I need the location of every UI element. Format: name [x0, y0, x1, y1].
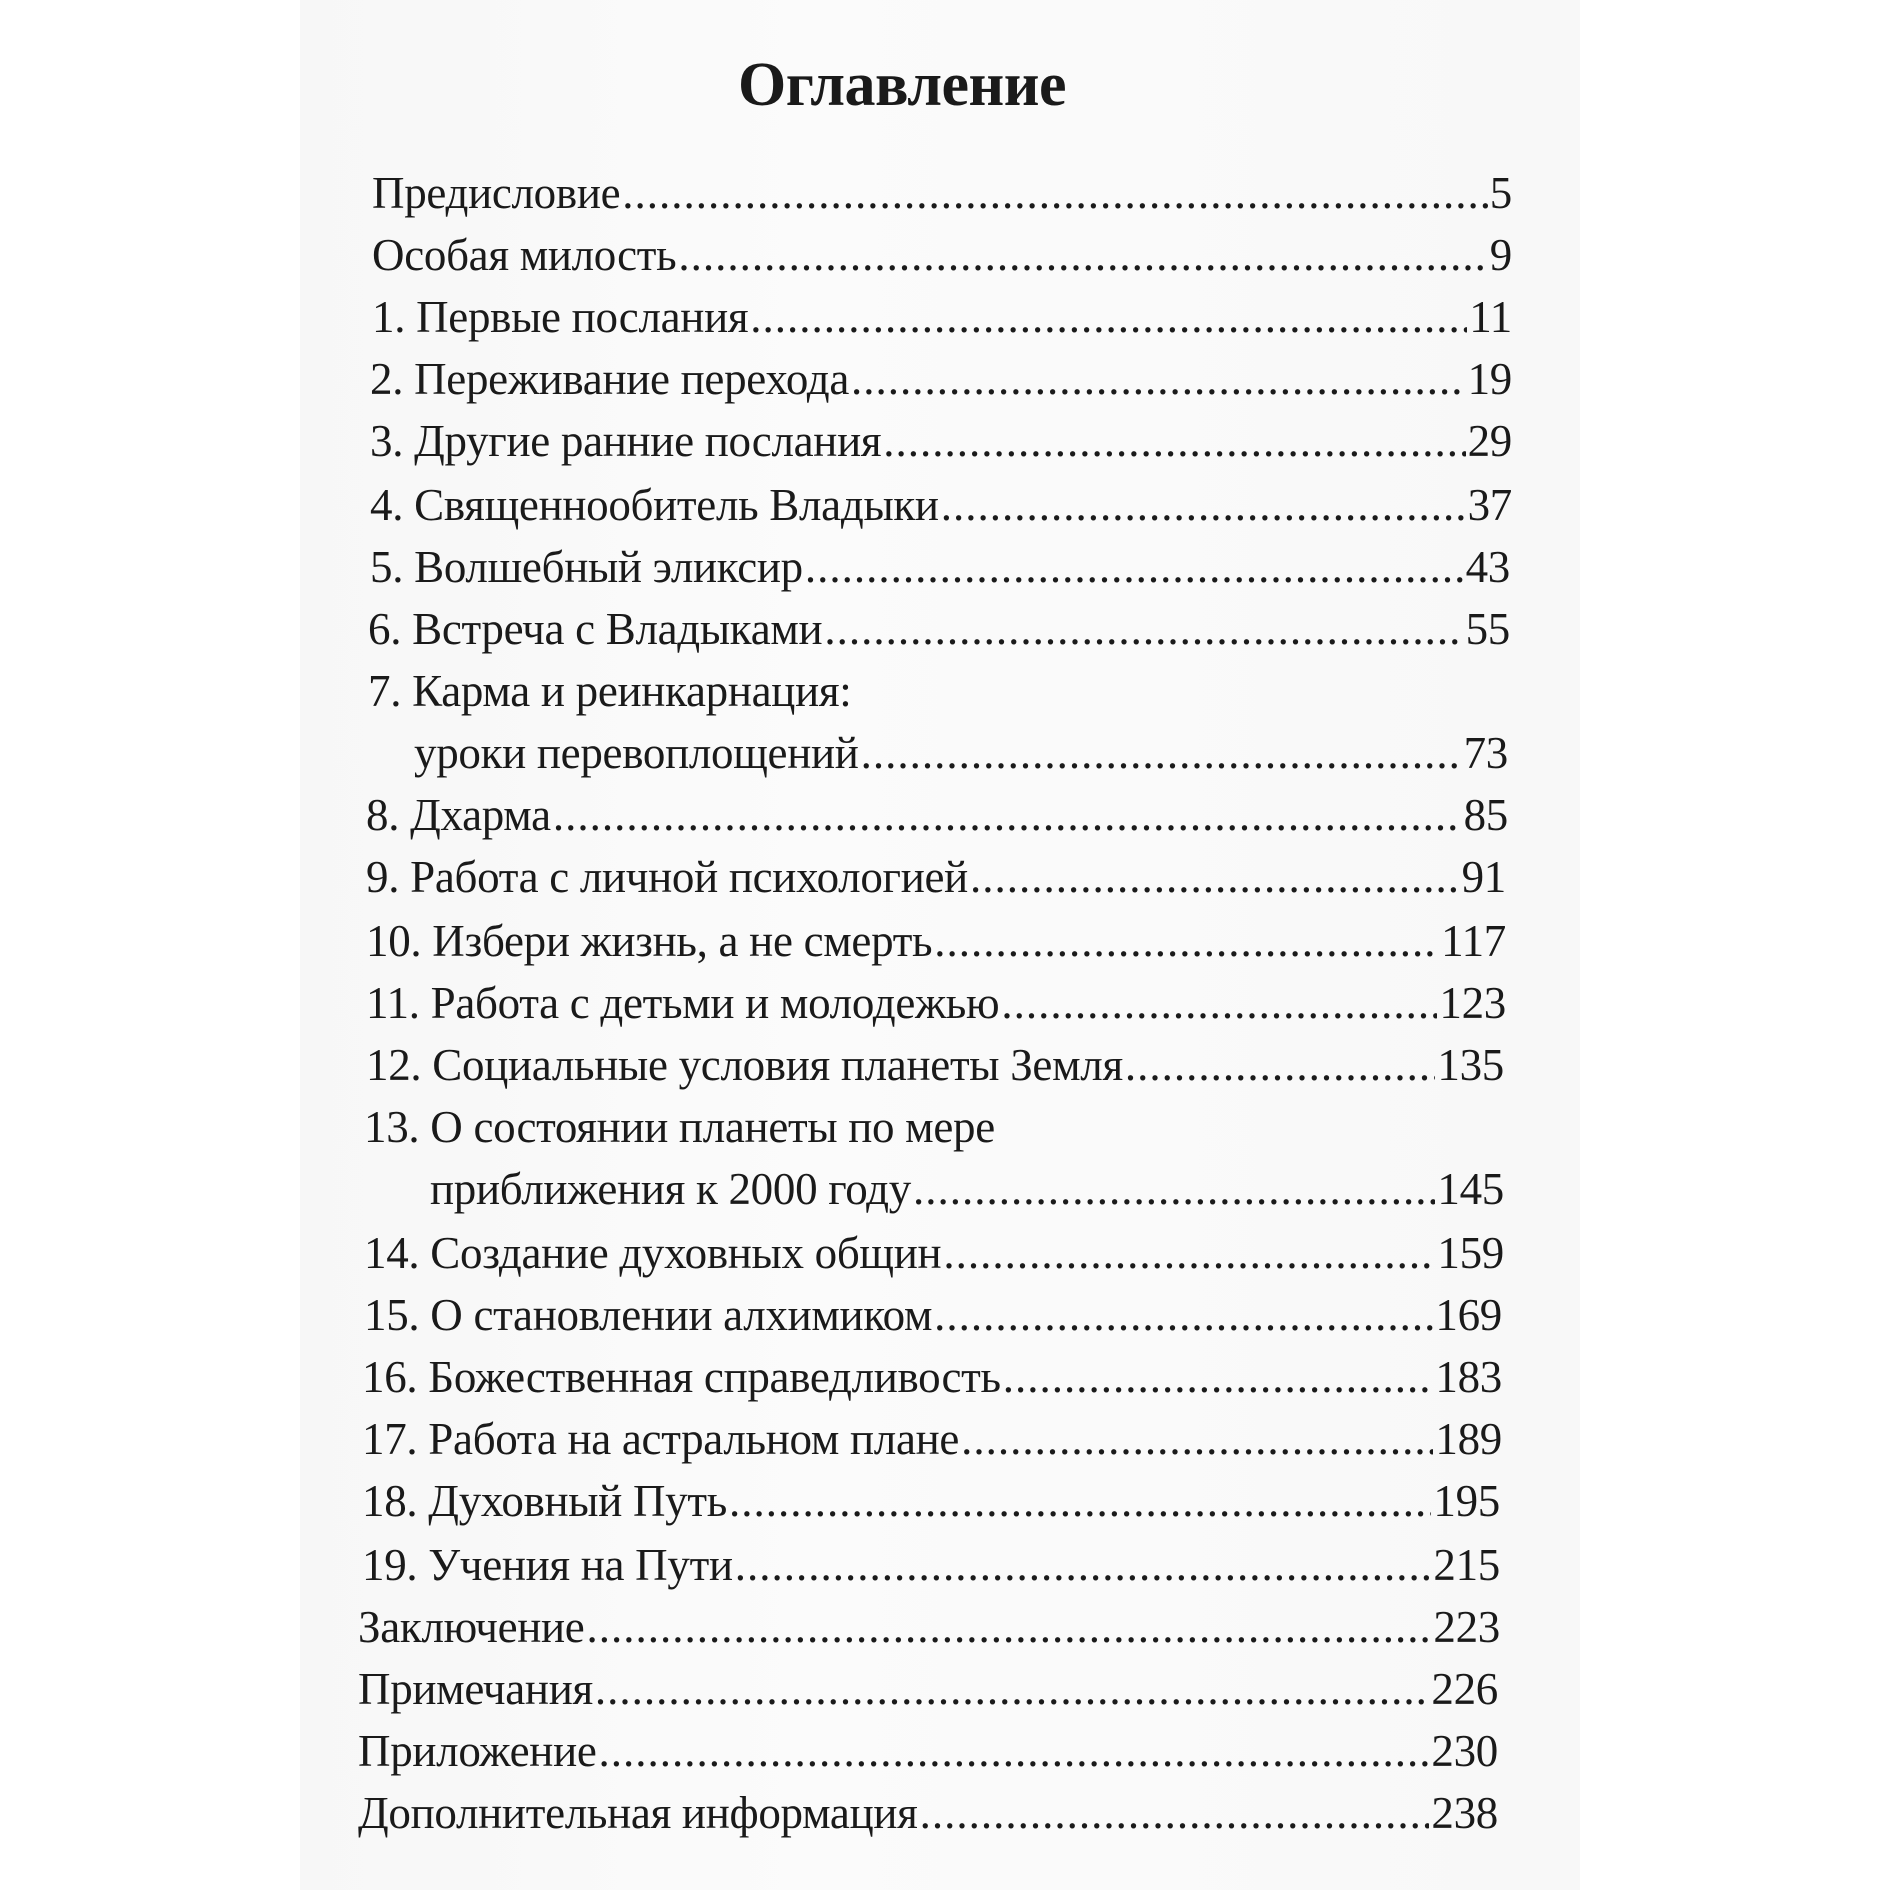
toc-entry-chapter-18[interactable]: [362, 1470, 1500, 1532]
dot-leader: [851, 348, 1466, 410]
dot-leader: [1003, 1346, 1434, 1408]
dot-leader: [943, 1222, 1435, 1284]
toc-entry-page: 145: [1437, 1164, 1504, 1214]
toc-entry-label: 18. Духовный Путь: [362, 1476, 727, 1526]
dot-leader: [920, 1782, 1430, 1844]
toc-entry-label: Приложение: [358, 1726, 597, 1776]
toc-entry-label: Предисловие: [372, 168, 621, 218]
toc-entry-chapter-14[interactable]: [364, 1222, 1504, 1284]
toc-entry-page: 85: [1463, 790, 1508, 840]
toc-entry-page: 37: [1467, 480, 1512, 530]
dot-leader: [678, 224, 1487, 286]
dot-leader: [750, 286, 1467, 348]
toc-entry-chapter-16[interactable]: [362, 1346, 1502, 1408]
toc-entry-chapter-1[interactable]: [372, 286, 1512, 348]
toc-entry-page: 135: [1437, 1040, 1504, 1090]
toc-entry-conclusion[interactable]: [358, 1596, 1500, 1658]
toc-entry-chapter-13-line-1[interactable]: 13. О состоянии планеты по мере: [364, 1102, 995, 1152]
toc-entry-label: 11. Работа с детьми и молодежью: [366, 978, 1000, 1028]
toc-entry-label: 9. Работа с личной психологией: [366, 852, 968, 902]
toc-entry-page: 123: [1439, 978, 1506, 1028]
toc-entry-label: 5. Волшебный эликсир: [370, 542, 803, 592]
toc-entry-label: 17. Работа на астральном плане: [362, 1414, 960, 1464]
dot-leader: [941, 474, 1466, 536]
dot-leader: [1001, 972, 1437, 1034]
toc-entry-label: Дополнительная информация: [358, 1788, 918, 1838]
toc-entry-chapter-7[interactable]: [414, 722, 1508, 784]
dot-leader: [622, 162, 1488, 224]
toc-entry-page: 29: [1467, 416, 1512, 466]
toc-entry-preface[interactable]: [372, 162, 1512, 224]
toc-entry-chapter-7-line-1[interactable]: 7. Карма и реинкарнация:: [368, 666, 852, 716]
dot-leader: [1125, 1034, 1436, 1096]
toc-entry-page: 223: [1433, 1602, 1500, 1652]
toc-entry-page: 117: [1441, 916, 1506, 966]
toc-entry-page: 11: [1469, 292, 1512, 342]
page-title: Оглавление: [738, 51, 1066, 119]
toc-entry-chapter-13[interactable]: [430, 1158, 1504, 1220]
toc-entry-label: Заключение: [358, 1602, 585, 1652]
dot-leader: [934, 1284, 1433, 1346]
toc-entry-label: 14. Создание духовных общин: [364, 1228, 942, 1278]
dot-leader: [861, 722, 1462, 784]
toc-entry-label: 16. Божественная справедливость: [362, 1352, 1001, 1402]
toc-entry-appendix[interactable]: [358, 1720, 1498, 1782]
toc-entry-label: уроки перевоплощений: [414, 728, 859, 778]
dot-leader: [961, 1408, 1433, 1470]
toc-entry-page: 19: [1467, 354, 1512, 404]
dot-leader: [805, 536, 1464, 598]
toc-entry-page: 215: [1433, 1540, 1500, 1590]
toc-entry-label: 10. Избери жизнь, а не смерть: [366, 916, 933, 966]
toc-entry-chapter-17[interactable]: [362, 1408, 1502, 1470]
toc-entry-page: 55: [1465, 604, 1510, 654]
toc-entry-chapter-6[interactable]: [368, 598, 1510, 660]
toc-entry-page: 183: [1435, 1352, 1502, 1402]
toc-entry-chapter-5[interactable]: [370, 536, 1510, 598]
toc-entry-chapter-19[interactable]: [362, 1534, 1500, 1596]
dot-leader: [883, 410, 1465, 472]
dot-leader: [934, 910, 1439, 972]
dot-leader: [586, 1596, 1431, 1658]
toc-entry-label: Примечания: [358, 1664, 593, 1714]
toc-entry-label: 8. Дхарма: [366, 790, 551, 840]
toc-entry-chapter-12[interactable]: [366, 1034, 1504, 1096]
toc-entry-chapter-10[interactable]: [366, 910, 1506, 972]
toc-entry-chapter-2[interactable]: [370, 348, 1512, 410]
toc-entry-chapter-11[interactable]: [366, 972, 1506, 1034]
toc-entry-page: 226: [1431, 1664, 1498, 1714]
toc-entry-label: 15. О становлении алхимиком: [364, 1290, 933, 1340]
toc-entry-page: 195: [1433, 1476, 1500, 1526]
toc-entry-page: 238: [1431, 1788, 1498, 1838]
toc-entry-label: 4. Священнообитель Владыки: [370, 480, 939, 530]
toc-entry-additional-info[interactable]: [358, 1782, 1498, 1844]
toc-entry-page: 169: [1435, 1290, 1502, 1340]
toc-entry-label: 6. Встреча с Владыками: [368, 604, 823, 654]
toc-entry-chapter-9[interactable]: [366, 846, 1506, 908]
toc-entry-chapter-15[interactable]: [364, 1284, 1502, 1346]
dot-leader: [553, 784, 1462, 846]
toc-entry-label: 2. Переживание перехода: [370, 354, 850, 404]
toc-entry-page: 9: [1489, 230, 1512, 280]
dot-leader: [970, 846, 1460, 908]
dot-leader: [824, 598, 1463, 660]
toc-entry-chapter-8[interactable]: [366, 784, 1508, 846]
toc-entry-label: 1. Первые послания: [372, 292, 749, 342]
toc-entry-notes[interactable]: [358, 1658, 1498, 1720]
toc-entry-label: Особая милость: [372, 230, 677, 280]
toc-entry-chapter-3[interactable]: [370, 410, 1512, 472]
toc-entry-chapter-4[interactable]: [370, 474, 1512, 536]
toc-entry-page: 43: [1465, 542, 1510, 592]
dot-leader: [735, 1534, 1432, 1596]
dot-leader: [599, 1720, 1430, 1782]
toc-entry-label: 19. Учения на Пути: [362, 1540, 733, 1590]
toc-entry-label: 12. Социальные условия планеты Земля: [366, 1040, 1123, 1090]
dot-leader: [595, 1658, 1430, 1720]
dot-leader: [729, 1470, 1431, 1532]
toc-entry-special-grace[interactable]: [372, 224, 1512, 286]
toc-entry-page: 230: [1431, 1726, 1498, 1776]
toc-entry-label: приближения к 2000 году: [430, 1164, 911, 1214]
toc-entry-page: 5: [1489, 168, 1512, 218]
dot-leader: [913, 1158, 1435, 1220]
toc-entry-page: 91: [1461, 852, 1506, 902]
toc-entry-page: 189: [1435, 1414, 1502, 1464]
toc-entry-page: 73: [1463, 728, 1508, 778]
toc-entry-page: 159: [1437, 1228, 1504, 1278]
toc-entry-label: 3. Другие ранние послания: [370, 416, 882, 466]
